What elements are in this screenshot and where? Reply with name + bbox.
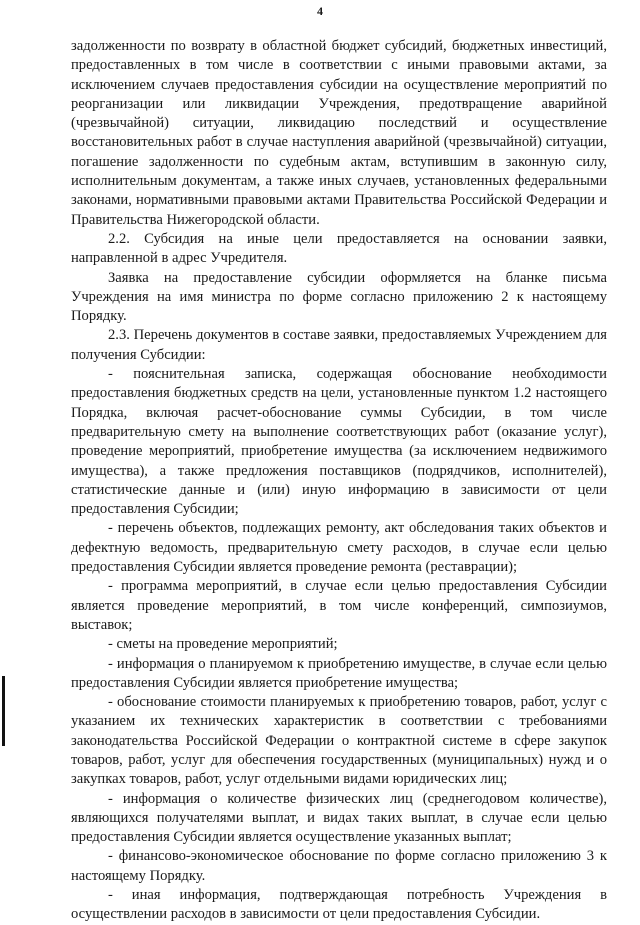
list-item-other-information: - иная информация, подтверждающая потребность Учреждения в осуществлении расходов в зависимости от цели предоставления Субсидии. xyxy=(71,887,607,923)
list-item-repair-objects: - перечень объектов, подлежащих ремонту, акт обследования таких объектов и дефектную ведомость, предварительную смету расходов, в случае если целью предоставления Субсидии является проведение ремонта (реставрации); xyxy=(71,520,607,576)
margin-binding-mark xyxy=(2,676,5,746)
list-item-financial-justification: - финансово-экономическое обоснование по форме согласно приложению 3 к настоящему Порядку. xyxy=(71,848,607,884)
list-item-event-estimates: - сметы на проведение мероприятий; xyxy=(108,636,338,653)
paragraph-application-form: Заявка на предоставление субсидии оформляется на бланке письма Учреждения на имя министра по форме согласно приложению 2 к настоящему Порядку. xyxy=(71,269,607,325)
paragraph-2-2: 2.2. Субсидия на иные цели предоставляется на основании заявки, направленной в адрес Учредителя. xyxy=(71,230,607,267)
document-body xyxy=(71,37,607,925)
paragraph-2-3: 2.3. Перечень документов в составе заявки, предоставляемых Учреждением для получения Субсидии: xyxy=(71,327,607,363)
paragraph-continuation: задолженности по возврату в областной бюджет субсидий, бюджетных инвестиций, предоставленных в том числе в соответствии с иными правовыми актами, за исключением случаев предоставления субсидии на осуществление мероприятий по реорганизации или ликвидации Учреждения, предотвращение аварийной (чрезвычайной) ситуации, ликвидацию последствий и осуществление восстановительных работ в случае наступления аварийной (чрезвычайной) ситуации, погашение задолженности по судебным актам, вступившим в законную силу, исполнительным документам, а также иных случаев, установленных федеральными законами, нормативными правовыми актами Правительства Российской Федерации и Правительства Нижегородской области. xyxy=(71,38,607,228)
list-item-events-program: - программа мероприятий, в случае если целью предоставления Субсидии является проведение мероприятий, в том числе конференций, симпозиумов, выставок; xyxy=(71,578,607,633)
list-item-property-info: - информация о планируемом к приобретению имуществе, в случае если целью предоставления Субсидии является приобретение имущества; xyxy=(71,655,607,691)
list-item-cost-justification: - обоснование стоимости планируемых к приобретению товаров, работ, услуг с указанием их технических характеристик в соответствии с требованиями законодательства Российской Федерации о контрактной системе в сфере закупок товаров, работ, услуг для обеспечения государственных (муниципальных) нужд и о закупках товаров, работ, услуг отдельными видами юридических лиц; xyxy=(71,694,607,788)
page-number: 4 xyxy=(317,4,323,18)
list-item-explanatory-note: - пояснительная записка, содержащая обоснование необходимости предоставления бюджетных средств на цели, установленные пунктом 1.2 настоящего Порядка, включая расчет-обоснование суммы Субсидии, в том числе предварительную смету на выполнение соответствующих работ (оказание услуг), проведение мероприятий, приобретение имущества (за исключением недвижимого имущества), а также предложения поставщиков (подрядчиков, исполнителей), статистические данные и (или) иную информацию в зависимости от цели предоставления Субсидии; xyxy=(71,366,607,518)
list-item-payment-recipients: - информация о количестве физических лиц (среднегодовом количестве), являющихся получателями выплат, и видах таких выплат, в случае если целью предоставления Субсидии является осуществление указанных выплат; xyxy=(71,790,607,846)
